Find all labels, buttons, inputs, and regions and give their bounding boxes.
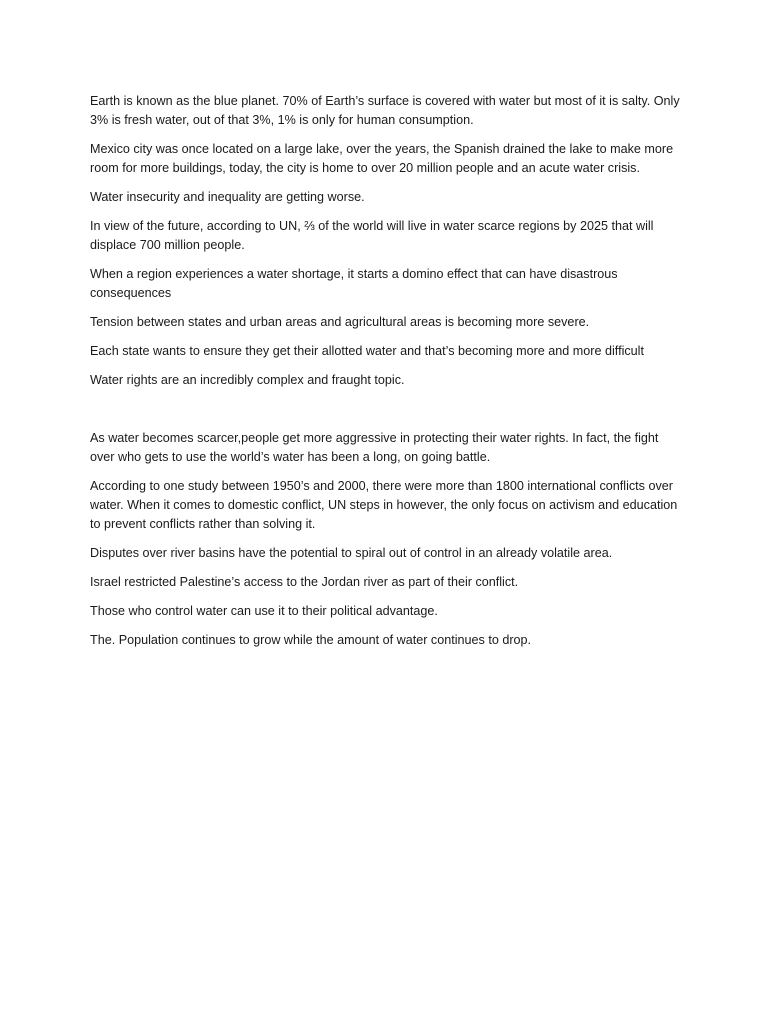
paragraph-water-insecurity: Water insecurity and inequality are getting worse. xyxy=(90,190,365,204)
paragraph-study: According to one study between 1950’s and 2000, there were more than 1800 international conflicts over water. When it comes to domestic conflict, UN steps in however, the only focus on activism and education to prevent conflicts rather than solving it. xyxy=(90,479,678,531)
paragraph-water-rights: Water rights are an incredibly complex and fraught topic. xyxy=(90,373,405,387)
paragraph-un-future: In view of the future, according to UN, ⅔ of the world will live in water scarce regions by 2025 that will displace 700 million people. xyxy=(90,219,654,252)
paragraph-allotted-water: Each state wants to ensure they get their allotted water and that’s becoming more and more difficult xyxy=(90,344,644,358)
paragraph-mexico-city: Mexico city was once located on a large lake, over the years, the Spanish drained the lake to make more room for more buildings, today, the city is home to over 20 million people and an acute water crisis. xyxy=(90,142,674,175)
paragraph-jordan-river: Israel restricted Palestine’s access to the Jordan river as part of their conflict. xyxy=(90,575,519,589)
paragraph-blue-planet: Earth is known as the blue planet. 70% of Earth’s surface is covered with water but most of it is salty. Only 3% is fresh water, out of that 3%, 1% is only for human consumption. xyxy=(90,94,680,127)
paragraph-tension: Tension between states and urban areas and agricultural areas is becoming more severe. xyxy=(90,315,590,329)
paragraph-population: The. Population continues to grow while the amount of water continues to drop. xyxy=(90,633,532,647)
paragraph-river-basins: Disputes over river basins have the potential to spiral out of control in an already volatile area. xyxy=(90,546,613,560)
blank-line xyxy=(90,400,680,429)
paragraph-scarcer: As water becomes scarcer,people get more aggressive in protecting their water rights. In fact, the fight over who gets to use the world’s water has been a long, on going battle. xyxy=(90,431,659,464)
document-body xyxy=(90,92,680,660)
paragraph-political-advantage: Those who control water can use it to their political advantage. xyxy=(90,604,438,618)
paragraph-domino-effect: When a region experiences a water shortage, it starts a domino effect that can have disastrous consequences xyxy=(90,267,618,300)
